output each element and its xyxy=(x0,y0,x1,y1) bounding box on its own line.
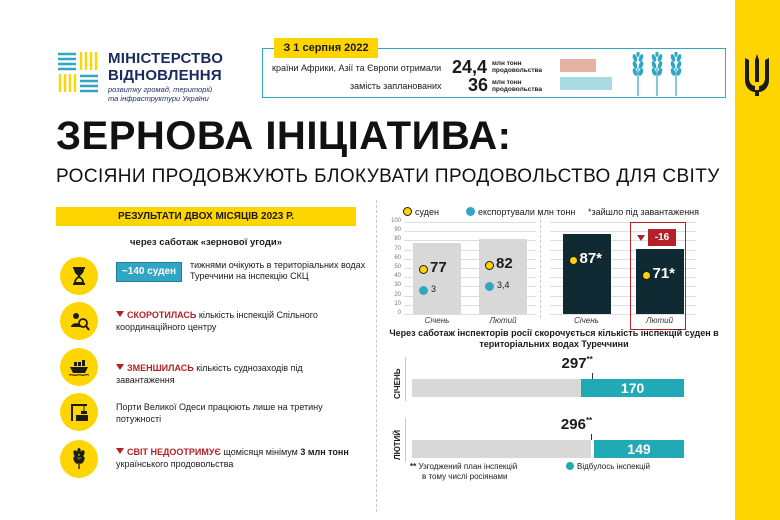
sabotage-lead: через саботаж «зернової угоди» xyxy=(130,237,282,248)
y-tick-label: 10 xyxy=(394,300,401,307)
decrease-arrow-icon xyxy=(637,235,645,241)
category-label: Січень xyxy=(424,316,450,325)
month-label-0: СІЧЕНЬ xyxy=(393,368,402,399)
ministry-name xyxy=(108,50,223,84)
plan-marker xyxy=(592,373,593,379)
legend-ships-label: суден xyxy=(415,207,439,217)
ministry-name-line1: МІНІСТЕРСТВО xyxy=(108,50,224,67)
waiting-ships-text: тижнями очікують в територіальних водах Туреччини на інспекцію СКЦ xyxy=(190,260,366,281)
bar-export-label: 3,4 xyxy=(497,279,510,290)
bar-Січень xyxy=(413,243,461,314)
legend-loading: *зайшло під завантаження xyxy=(588,207,700,217)
main-title: ЗЕРНОВА ІНІЦІАТИВА: xyxy=(56,114,512,158)
ships-export-chart xyxy=(388,218,536,328)
waiting-ships-badge: ~140 суден xyxy=(116,262,182,282)
ship-coin-icon xyxy=(569,256,578,265)
planned-unit xyxy=(492,79,542,93)
row-world-shortfall xyxy=(56,440,361,482)
inspection-plan-bar xyxy=(412,379,592,397)
loading-difference-badge: -16 xyxy=(648,229,676,246)
category-label: Лютий xyxy=(489,316,517,325)
ship-calls-description: кількість суднозаходів під завантаження xyxy=(116,363,303,385)
row-odesa-ports xyxy=(56,393,361,435)
bar-value-label: 71* xyxy=(652,264,676,282)
received-label: країни Африки, Азії та Європи отримали xyxy=(272,63,442,73)
ministry-name-line2: ВІДНОВЛЕННЯ xyxy=(108,67,222,84)
plan-value-label: 296** xyxy=(560,416,593,433)
bar-Лютий xyxy=(479,239,527,314)
footnote-plan-line2: в тому числі росіянами xyxy=(422,472,508,481)
sub-title: РОСІЯНИ ПРОДОВЖУЮТЬ БЛОКУВАТИ ПРОДОВОЛЬСТВО ДЛЯ СВІТУ xyxy=(56,166,720,187)
ministry-subtitle xyxy=(108,85,258,103)
bar-export-label: 3 xyxy=(431,284,437,295)
row-waiting-ships xyxy=(56,257,366,299)
bar-value-label: 77 xyxy=(430,259,447,277)
results-title: РЕЗУЛЬТАТИ ДВОХ МІСЯЦІВ 2023 Р. xyxy=(56,207,356,226)
decrease-arrow-icon xyxy=(116,448,124,454)
footnote-done xyxy=(566,462,650,472)
ship-calls-text xyxy=(116,362,361,386)
gridline xyxy=(404,231,536,232)
wheat-icon xyxy=(628,52,686,96)
y-tick-label: 40 xyxy=(394,273,401,280)
hourglass-icon xyxy=(60,257,98,295)
legend-exported xyxy=(466,207,575,217)
jcc-red-label: СКОРОТИЛАСЬ xyxy=(127,310,197,320)
planned-unit-line1: млн тонн xyxy=(492,79,522,86)
plan-value-label: 297** xyxy=(561,355,593,372)
footnote-plan xyxy=(410,462,517,482)
plan-footnote-mark: ** xyxy=(586,355,593,364)
y-tick-label: 90 xyxy=(394,227,401,234)
inspection-done-bar: 170 xyxy=(581,379,684,397)
date-label: З 1 серпня 2022 xyxy=(274,38,378,58)
y-tick-label: 0 xyxy=(397,310,401,316)
received-unit-line1: млн тонн xyxy=(492,60,522,67)
gridline xyxy=(404,314,536,315)
bar-Січень xyxy=(563,234,611,314)
y-tick-label: 70 xyxy=(394,245,401,252)
inspection-done-bar: 149 xyxy=(594,440,684,458)
odesa-ports-text: Порти Великої Одеси працюють лише на третину потужності xyxy=(116,402,323,424)
footnote-plan-line1: Узгоджений план інспекцій xyxy=(418,462,518,471)
row-ship-calls xyxy=(56,348,361,390)
footnote-stars: ** xyxy=(410,462,417,471)
world-text-2: українського продовольства xyxy=(116,459,234,469)
ministry-logo-mark xyxy=(56,50,100,94)
teal-dot-icon xyxy=(566,462,574,470)
planned-bar xyxy=(560,77,612,90)
legend-ships xyxy=(403,207,439,217)
world-text-1: щомісяця мінімум xyxy=(220,447,301,457)
bar-value-label: 82 xyxy=(496,254,513,272)
cargo-ship-icon xyxy=(60,348,98,386)
received-unit xyxy=(492,60,542,74)
ministry-sub-line2: та інфраструктури України xyxy=(108,94,209,103)
planned-value: 36 xyxy=(468,75,489,95)
chart-separator xyxy=(540,215,541,318)
received-value: 24,4 xyxy=(452,57,488,77)
export-coin-icon xyxy=(485,282,494,291)
trident-icon xyxy=(741,52,773,98)
panel-divider xyxy=(376,200,377,512)
received-bar xyxy=(560,59,596,72)
month-rule xyxy=(405,357,406,401)
world-red-label: СВІТ НЕДООТРИМУЄ xyxy=(127,447,221,457)
footnote-done-label: Відбулось інспекцій xyxy=(577,462,650,471)
inspection-plan-bar xyxy=(412,440,591,458)
ministry-sub-line1: розвитку громад, територій xyxy=(108,85,213,94)
row-jcc-inspections xyxy=(56,302,361,344)
ship-calls-red-label: ЗМЕНШИЛАСЬ xyxy=(127,363,194,373)
category-label: Січень xyxy=(574,316,599,325)
month-rule xyxy=(405,418,406,462)
y-tick-label: 30 xyxy=(394,282,401,289)
jcc-text xyxy=(116,309,361,333)
bar-value-label: 87* xyxy=(579,249,603,267)
legend-exported-label: експортували млн тонн xyxy=(478,207,576,217)
plan-footnote-mark: ** xyxy=(585,416,593,425)
y-tick-label: 100 xyxy=(390,218,401,224)
decrease-arrow-icon xyxy=(116,364,124,370)
world-bold-amount: 3 млн тонн xyxy=(300,447,349,457)
inspector-icon xyxy=(60,302,98,340)
ministry-logo xyxy=(56,50,256,106)
planned-label: замість запланованих xyxy=(350,81,442,91)
world-shortfall-text xyxy=(116,446,361,470)
export-coin-icon xyxy=(466,207,475,216)
gridline xyxy=(404,222,536,223)
ship-coin-icon xyxy=(403,207,412,216)
y-tick-label: 20 xyxy=(394,291,401,298)
y-tick-label: 60 xyxy=(394,254,401,261)
month-label-1: ЛЮТИЙ xyxy=(393,429,402,460)
y-tick-label: 80 xyxy=(394,236,401,243)
planned-unit-line2: продовольства xyxy=(492,86,543,93)
plan-marker xyxy=(591,434,592,440)
category-label: Лютий xyxy=(645,316,674,325)
y-tick-label: 50 xyxy=(394,264,401,270)
inspections-title: Через саботаж інспекторів росії скорочується кількість інспекцій суден в територіальних водах Туреччини xyxy=(389,328,719,349)
ship-coin-icon xyxy=(485,261,494,270)
port-crane-icon xyxy=(60,393,98,431)
decrease-arrow-icon xyxy=(116,311,124,317)
received-unit-line2: продовольства xyxy=(492,67,543,74)
wheat-ear-icon xyxy=(60,440,98,478)
jcc-description: кількість інспекцій Спільного координаційного центру xyxy=(116,310,318,332)
